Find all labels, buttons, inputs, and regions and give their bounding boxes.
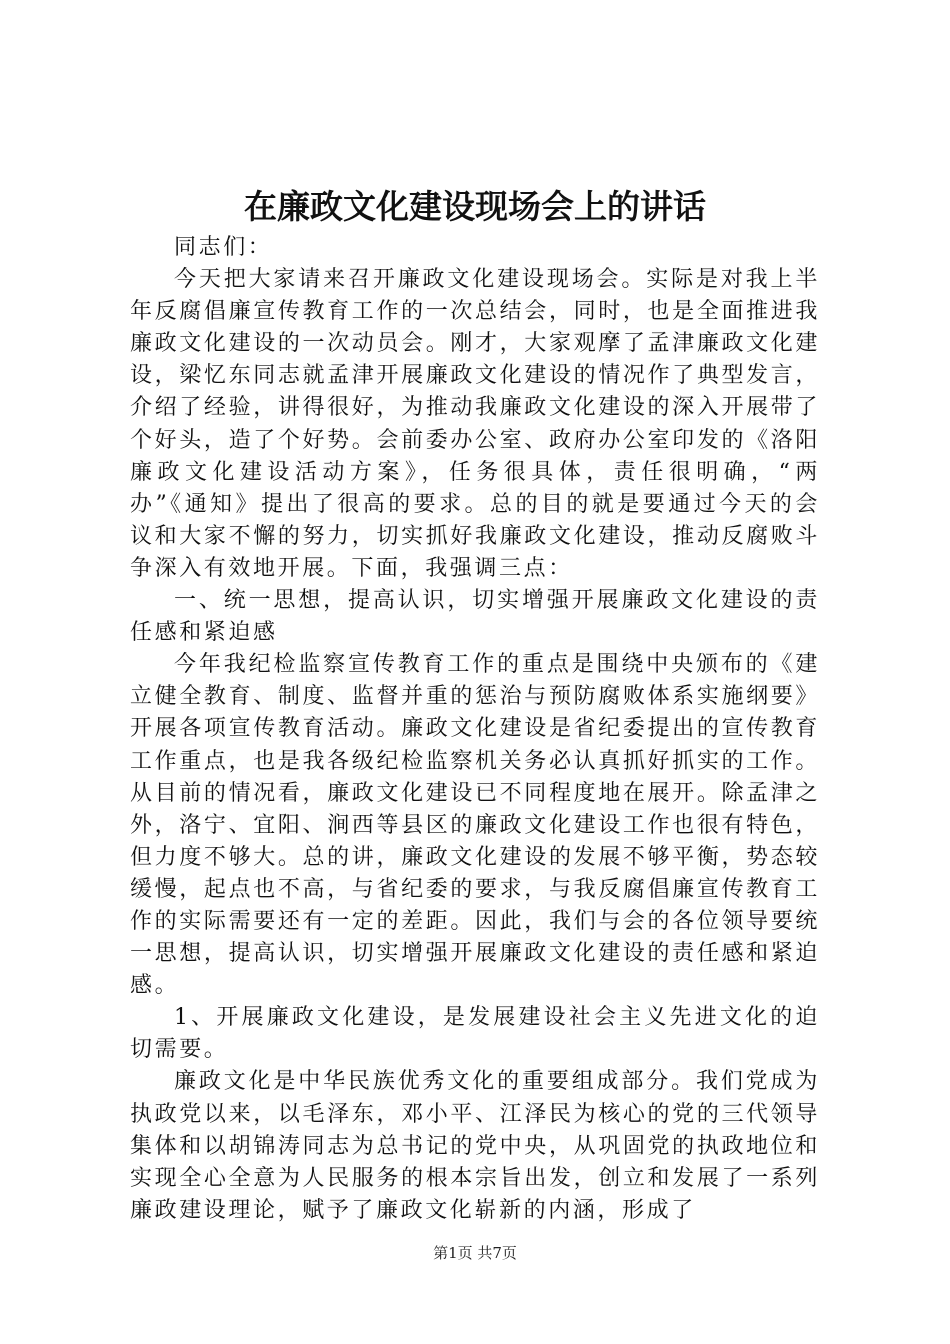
body-paragraph: 今年我纪检监察宣传教育工作的重点是围绕中央颁布的《建立健全教育、制度、监督并重的惩治与预防腐败体系实施纲要》开展各项宣传教育活动。廉政文化建设是省纪委提出的宣传教育工作重点，也是我各级纪检监察机关务必认真抓好抓实的工作。从目前的情况看，廉政文化建设已不同程度地在展开。除孟津之外，洛宁、宜阳、涧西等县区的廉政文化建设工作也很有特色，但力度不够大。总的讲，廉政文化建设的发展不够平衡，势态较缓慢，起点也不高，与省纪委的要求，与我反腐倡廉宣传教育工作的实际需要还有一定的差距。因此，我们与会的各位领导要统一思想，提高认识，切实增强开展廉政文化建设的责任感和紧迫感。 [130, 652, 820, 999]
section-heading: 一、统一思想，提高认识，切实增强开展廉政文化建设的责任感和紧迫感 [130, 588, 820, 646]
page-footer: 第1页 共7页 [433, 1244, 517, 1262]
salutation-paragraph: 同志们： [174, 235, 273, 260]
document-title: 在廉政文化建设现场会上的讲话 [244, 187, 706, 226]
body-paragraph: 今天把大家请来召开廉政文化建设现场会。实际是对我上半年反腐倡廉宣传教育工作的一次总结会，同时，也是全面推进我廉政文化建设的一次动员会。刚才，大家观摩了孟津廉政文化建设，梁忆东同志就孟津开展廉政文化建设的情况作了典型发言，介绍了经验，讲得很好，为推动我廉政文化建设的深入开展带了个好头，造了个好势。会前委办公室、政府办公室印发的《洛阳廉政文化建设活动方案》，任务很具体，责任很明确，“两办”《通知》提出了很高的要求。总的目的就是要通过今天的会议和大家不懈的努力，切实抓好我廉政文化建设，推动反腐败斗争深入有效地开展。下面，我强调三点： [130, 267, 820, 581]
document-body [130, 232, 820, 1227]
subsection-heading: 1、开展廉政文化建设，是发展建设社会主义先进文化的迫切需要。 [130, 1005, 820, 1063]
body-paragraph: 廉政文化是中华民族优秀文化的重要组成部分。我们党成为执政党以来，以毛泽东，邓小平、江泽民为核心的党的三代领导集体和以胡锦涛同志为总书记的党中央，从巩固党的执政地位和实现全心全意为人民服务的根本宗旨出发，创立和发展了一系列廉政建设理论，赋予了廉政文化崭新的内涵，形成了 [130, 1069, 820, 1223]
